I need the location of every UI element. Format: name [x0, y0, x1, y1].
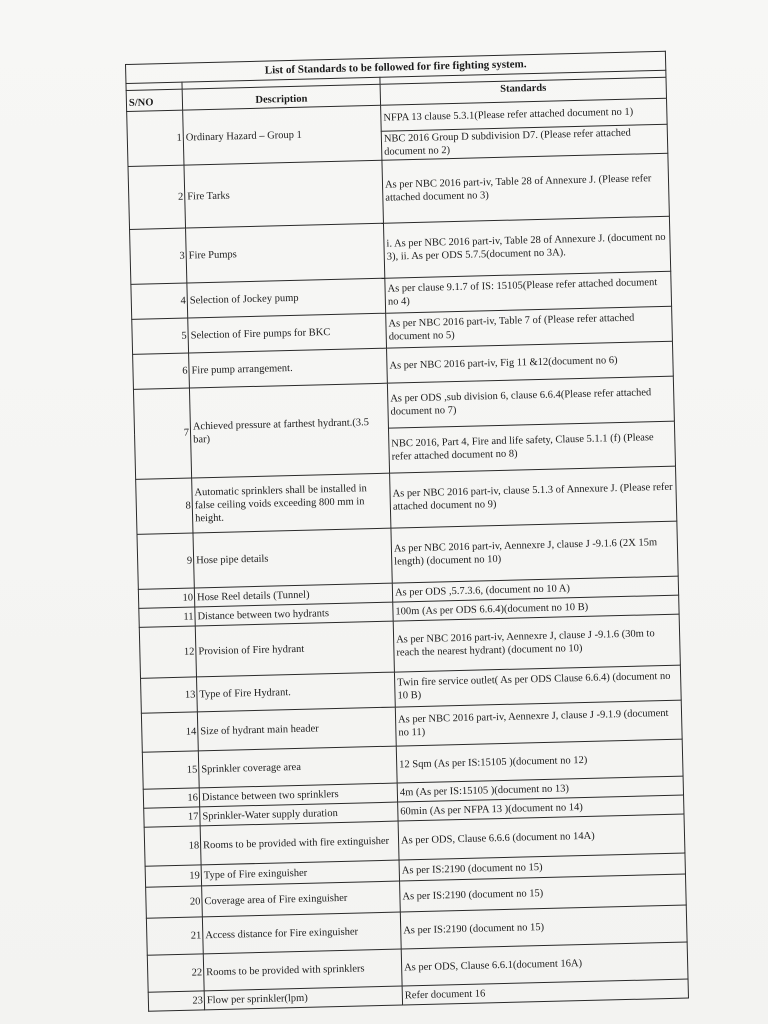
row-number: 18 — [144, 826, 201, 866]
row-standard: 4m (As per IS:15105 )(document no 13) — [397, 776, 683, 802]
row-description: Fire Pumps — [186, 223, 385, 283]
row-standard: Twin fire service outlet( As per ODS Clause 6.6.4) (document no 10 B) — [394, 665, 681, 707]
header-sno: S/NO — [126, 89, 182, 111]
row-standard: i. As per NBC 2016 part-iv, Table 28 of Annexure J. (document no 3), ii. As per ODS 5.7.5(document no 3A). — [383, 216, 670, 278]
standards-document — [125, 51, 688, 1012]
row-description: Achieved pressure at farthest hydrant.(3.5 bar) — [189, 383, 389, 478]
row-number: 1 — [127, 110, 184, 166]
row-description: Automatic sprinklers shall be installed in false ceiling voids exceeding 800 mm in height. — [192, 473, 391, 533]
row-standard: As per ODS, Clause 6.6.1(document 16A) — [401, 942, 688, 986]
row-number: 22 — [147, 954, 204, 992]
standards-table — [125, 51, 689, 1012]
row-description: Type of Fire exinguisher — [201, 860, 399, 886]
row-standard: NBC 2016 Group D subdivision D7. (Please refer attached document no 2) — [381, 124, 668, 160]
row-description: Fire pump arrangement. — [189, 348, 388, 388]
header-standards: Standards — [380, 77, 666, 105]
row-description: Hose pipe details — [193, 528, 392, 588]
row-number: 21 — [146, 917, 203, 955]
row-description: Rooms to be provided with sprinklers — [203, 949, 402, 991]
row-standard: As per NBC 2016 part-iv, Fig 11 &12(document no 6) — [387, 341, 674, 383]
row-standard: As per NBC 2016 part-iv, Aennexre J, clause J -9.1.6 (30m to reach the nearest hydrant) (document no 10) — [393, 614, 680, 672]
row-number: 19 — [145, 865, 201, 887]
row-number: 6 — [133, 353, 190, 389]
row-standard: As per NBC 2016 part-iv, Aennexre J, clause J -9.1.9 (document no 11) — [395, 700, 682, 746]
row-standard: As per clause 9.1.7 of IS: 15105(Please refer attached document no 4) — [385, 271, 672, 313]
row-number: 3 — [130, 228, 187, 284]
row-standard: 60min (As per NFPA 13 )(document no 14) — [398, 795, 684, 821]
row-description: Selection of Jockey pump — [187, 278, 386, 318]
row-number: 9 — [137, 533, 194, 589]
row-standard: As per NBC 2016 part-iv, Aennexre J, clause J -9.1.6 (2X 15m length) (document no 10) — [391, 521, 678, 583]
row-standard: As per IS:2190 (document no 15) — [400, 905, 687, 949]
row-standard: NFPA 13 clause 5.3.1(Please refer attached document no 1) — [381, 98, 668, 131]
row-number: 14 — [141, 712, 198, 752]
row-number: 16 — [143, 788, 199, 808]
row-standard: As per ODS ,5.7.3.6, (document no 10 A) — [392, 576, 678, 602]
row-standard: Refer document 16 — [402, 979, 688, 1005]
row-number: 23 — [148, 991, 204, 1011]
row-number: 7 — [133, 388, 191, 479]
row-description: Fire Tarks — [184, 160, 383, 228]
row-description: Selection of Fire pumps for BKC — [188, 313, 387, 353]
row-standard: 12 Sqm (As per IS:15105 )(document no 12) — [396, 739, 683, 783]
row-description: Size of hydrant main header — [197, 707, 396, 751]
row-number: 13 — [141, 677, 198, 713]
row-standard: As per ODS ,sub division 6, clause 6.6.4(Please refer attached document no 7) — [387, 376, 674, 428]
header-description: Description — [182, 84, 380, 110]
row-number: 20 — [146, 886, 203, 918]
row-description: Access distance for Fire exinguisher — [202, 912, 401, 954]
row-standard: As per NBC 2016 part-iv, Table 7 of (Please refer attached document no 5) — [386, 306, 673, 348]
row-description: Distance between two sprinklers — [199, 783, 397, 807]
row-description: Coverage area of Fire exinguisher — [202, 881, 401, 917]
row-number: 4 — [131, 283, 188, 319]
row-standard: As per NBC 2016 part-iv, clause 5.1.3 of Annexure J. (Please refer attached document no 9) — [390, 466, 677, 528]
row-number: 2 — [128, 165, 186, 229]
row-description: Sprinkler-Water supply duration — [200, 802, 398, 826]
table-body — [127, 98, 689, 1011]
row-number: 15 — [142, 751, 199, 789]
row-number: 10 — [138, 588, 194, 608]
row-standard: As per IS:2190 (document no 15) — [400, 874, 687, 912]
row-standard: As per ODS, Clause 6.6.6 (document no 14A) — [398, 814, 685, 860]
row-number: 8 — [136, 478, 193, 534]
row-standard: 100m (As per ODS 6.6.4)(document no 10 B) — [393, 595, 679, 621]
row-number: 17 — [144, 807, 200, 827]
table-title: List of Standards to be followed for fire fighting system. — [126, 51, 666, 83]
row-number: 5 — [132, 318, 189, 354]
row-description: Provision of Fire hydrant — [195, 621, 394, 677]
row-description: Flow per sprinkler(lpm) — [204, 986, 402, 1010]
row-description: Distance between two hydrants — [195, 602, 393, 626]
row-description: Rooms to be provided with fire extinguisher — [200, 821, 399, 865]
row-standard: As per NBC 2016 part-iv, Table 28 of Annexure J. (Please refer attached document no 3) — [382, 153, 669, 223]
row-description: Hose Reel details (Tunnel) — [194, 583, 392, 607]
row-number: 11 — [139, 607, 195, 627]
row-description: Type of Fire Hydrant. — [196, 672, 395, 712]
row-standard: NBC 2016, Part 4, Fire and life safety, Clause 5.1.1 (f) (Please refer attached document no 8) — [388, 421, 675, 473]
row-description: Ordinary Hazard – Group 1 — [183, 105, 382, 165]
row-standard: As per IS:2190 (document no 15) — [399, 853, 685, 881]
row-description: Sprinkler coverage area — [198, 746, 397, 788]
row-number: 12 — [139, 626, 196, 678]
